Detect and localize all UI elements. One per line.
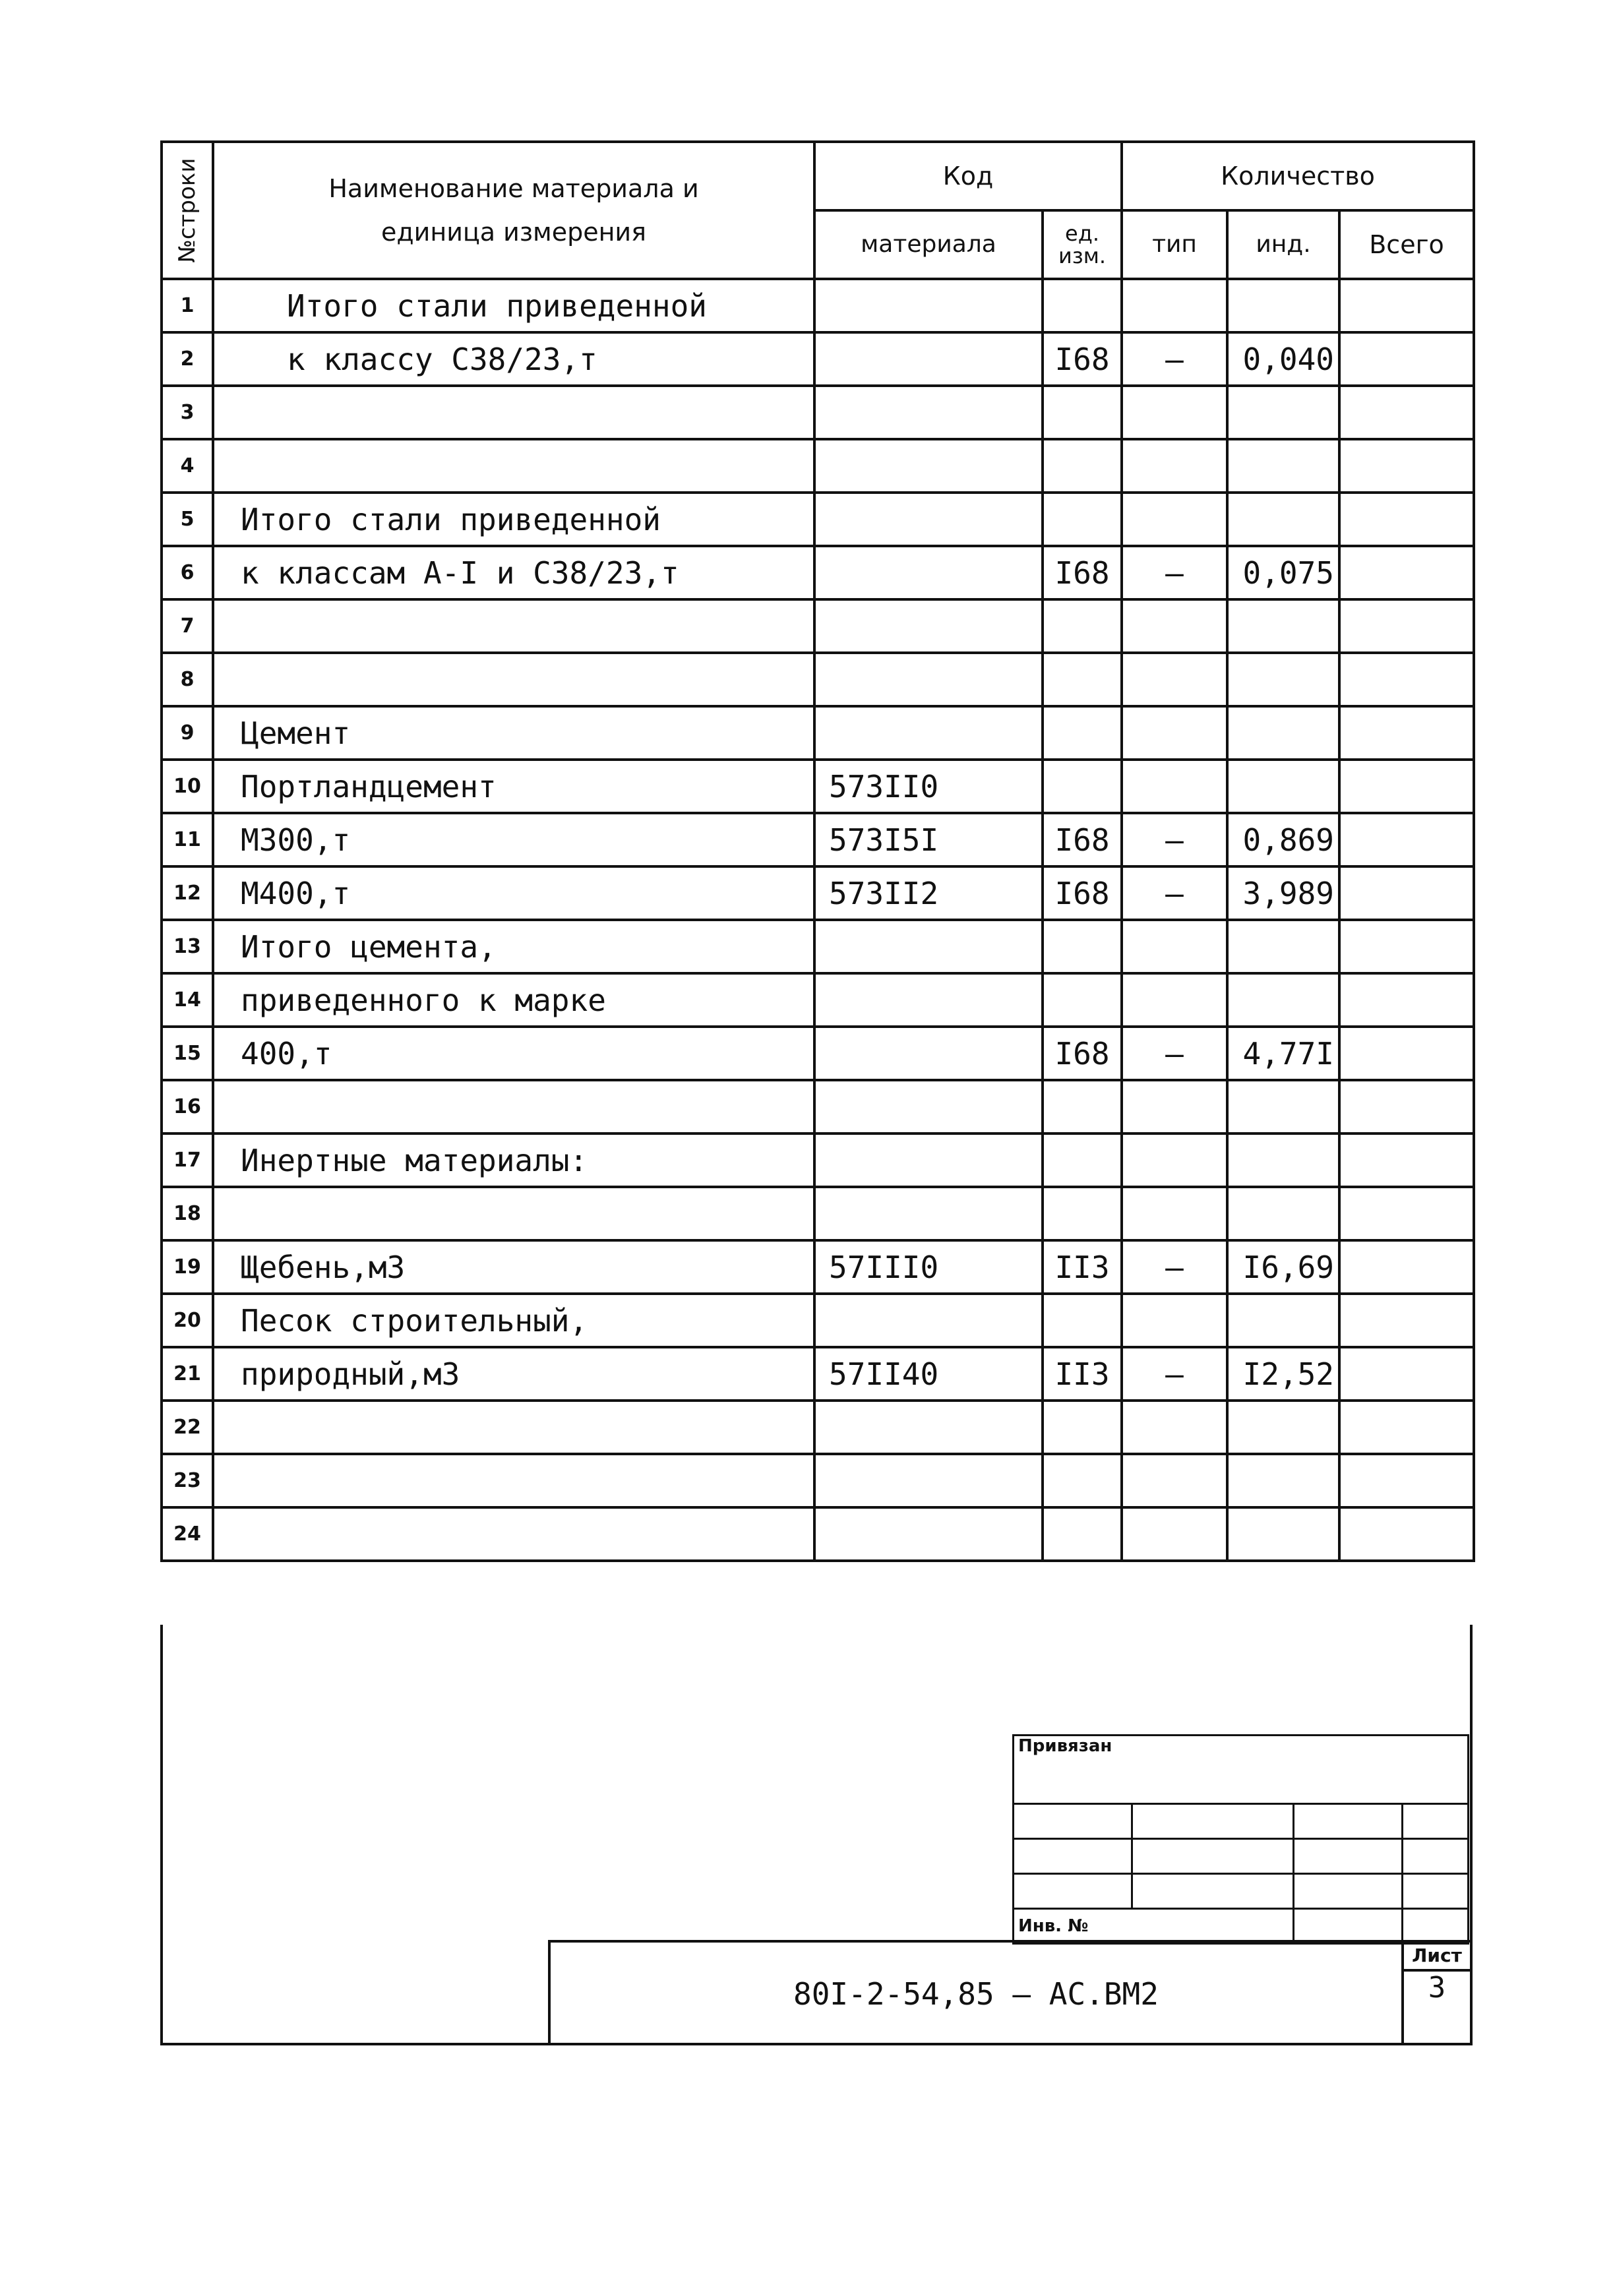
quantity-header: Количество (1122, 142, 1474, 210)
unit-code: II3 (1043, 1347, 1122, 1401)
unit-code (1043, 1454, 1122, 1507)
total-value (1339, 279, 1474, 332)
table-row (162, 1294, 1474, 1347)
type-value (1122, 279, 1227, 332)
row-number: 9 (162, 706, 213, 760)
ind-value: 4,77I (1227, 1027, 1339, 1080)
stamp-cell (1403, 1804, 1469, 1839)
type-value (1122, 1454, 1227, 1507)
unit-code (1043, 920, 1122, 973)
table-row (162, 439, 1474, 493)
material-name: Песок строительный, (213, 1294, 814, 1347)
material-name: Итого стали приведенной (213, 279, 814, 332)
type-value (1122, 706, 1227, 760)
material-name (213, 599, 814, 653)
material-name: Итого стали приведенной (213, 493, 814, 546)
table-row (162, 1027, 1474, 1080)
row-number: 1 (162, 279, 213, 332)
row-number: 13 (162, 920, 213, 973)
total-value (1339, 973, 1474, 1027)
unit-code: I68 (1043, 546, 1122, 599)
type-header: тип (1122, 210, 1227, 279)
total-value (1339, 1507, 1474, 1561)
unit-code (1043, 760, 1122, 813)
material-code (814, 1080, 1043, 1133)
table-row (162, 866, 1474, 920)
name-header: Наименование материала и единица измерения (213, 142, 814, 279)
material-name: Щебень,м3 (213, 1240, 814, 1294)
unit-code (1043, 1133, 1122, 1187)
table-row (162, 386, 1474, 439)
material-name: М400,т (213, 866, 814, 920)
row-number-header-label: №строки (174, 158, 200, 263)
type-value (1122, 1507, 1227, 1561)
type-value (1122, 1401, 1227, 1454)
ind-value (1227, 706, 1339, 760)
total-value (1339, 1080, 1474, 1133)
stamp-cell (1014, 1839, 1132, 1874)
total-value (1339, 1401, 1474, 1454)
material-name (213, 1080, 814, 1133)
ind-value (1227, 653, 1339, 706)
total-value (1339, 1027, 1474, 1080)
total-value (1339, 1454, 1474, 1507)
total-value (1339, 546, 1474, 599)
material-code (814, 1294, 1043, 1347)
ind-value: 0,040 (1227, 332, 1339, 386)
material-name: Цемент (213, 706, 814, 760)
material-code (814, 706, 1043, 760)
table-row (162, 653, 1474, 706)
type-value (1122, 599, 1227, 653)
material-name (213, 1454, 814, 1507)
type-value: – (1122, 866, 1227, 920)
ind-value (1227, 973, 1339, 1027)
ind-value (1227, 1133, 1339, 1187)
material-code (814, 973, 1043, 1027)
stamp-cell (1294, 1909, 1403, 1944)
material-code (814, 332, 1043, 386)
sheet-label: Лист (1404, 1943, 1470, 1972)
sheet-number: 3 (1428, 1971, 1446, 2005)
stamp-cell (1403, 1909, 1469, 1944)
row-number: 11 (162, 813, 213, 866)
unit-code (1043, 493, 1122, 546)
unit-code (1043, 599, 1122, 653)
table-row (162, 1080, 1474, 1133)
row-number: 4 (162, 439, 213, 493)
table-row (162, 1133, 1474, 1187)
total-value (1339, 1187, 1474, 1240)
unit-code (1043, 1401, 1122, 1454)
table-row (162, 599, 1474, 653)
document-code: 80I-2-54,85 – АС.ВМ2 (551, 1943, 1404, 2045)
ind-value (1227, 439, 1339, 493)
unit-code (1043, 653, 1122, 706)
row-number: 2 (162, 332, 213, 386)
unit-code: I68 (1043, 1027, 1122, 1080)
total-value (1339, 706, 1474, 760)
table-row (162, 1347, 1474, 1401)
stamp-cell (1403, 1839, 1469, 1874)
type-value (1122, 493, 1227, 546)
ind-value (1227, 1401, 1339, 1454)
tied-stamp-table (1012, 1734, 1469, 1945)
row-number: 14 (162, 973, 213, 1027)
type-value: – (1122, 1027, 1227, 1080)
material-code (814, 279, 1043, 332)
stamp-cell (1294, 1874, 1403, 1909)
stamp-cell (1014, 1874, 1132, 1909)
table-row (162, 1240, 1474, 1294)
material-code (814, 599, 1043, 653)
stamp-cell (1132, 1839, 1294, 1874)
material-code: 57II40 (814, 1347, 1043, 1401)
ind-value (1227, 493, 1339, 546)
total-value (1339, 493, 1474, 546)
unit-code (1043, 1080, 1122, 1133)
material-code (814, 1027, 1043, 1080)
material-code (814, 653, 1043, 706)
row-number: 21 (162, 1347, 213, 1401)
stamp-cell (1132, 1804, 1294, 1839)
type-value (1122, 1294, 1227, 1347)
material-code (814, 1401, 1043, 1454)
material-name: Инертные материалы: (213, 1133, 814, 1187)
material-code (814, 386, 1043, 439)
material-code (814, 1507, 1043, 1561)
ind-value: I6,69 (1227, 1240, 1339, 1294)
stamp-cell (1294, 1839, 1403, 1874)
unit-code (1043, 1187, 1122, 1240)
materials-sheet (160, 140, 1473, 1562)
table-row (162, 279, 1474, 332)
sheet-box (1404, 1943, 1470, 2045)
type-value (1122, 920, 1227, 973)
unit-code (1043, 386, 1122, 439)
ind-value (1227, 1080, 1339, 1133)
tied-label: Привязан (1014, 1736, 1469, 1804)
unit-code (1043, 279, 1122, 332)
material-code-header: материала (814, 210, 1043, 279)
row-number: 18 (162, 1187, 213, 1240)
table-row (162, 546, 1474, 599)
row-number: 7 (162, 599, 213, 653)
unit-code (1043, 1294, 1122, 1347)
material-code: 573II2 (814, 866, 1043, 920)
row-number: 8 (162, 653, 213, 706)
type-value: – (1122, 332, 1227, 386)
material-name: Портландцемент (213, 760, 814, 813)
material-name: к классам A-I и С38/23,т (213, 546, 814, 599)
table-row (162, 1454, 1474, 1507)
table-row (162, 1401, 1474, 1454)
ind-value (1227, 1454, 1339, 1507)
material-code (814, 493, 1043, 546)
material-name (213, 653, 814, 706)
total-value (1339, 920, 1474, 973)
row-number: 22 (162, 1401, 213, 1454)
table-row (162, 493, 1474, 546)
material-name: 400,т (213, 1027, 814, 1080)
material-name (213, 1401, 814, 1454)
material-name (213, 1187, 814, 1240)
ind-value (1227, 386, 1339, 439)
table-row (162, 706, 1474, 760)
total-value (1339, 866, 1474, 920)
type-value: – (1122, 546, 1227, 599)
type-value: – (1122, 1347, 1227, 1401)
unit-code: I68 (1043, 813, 1122, 866)
unit-code (1043, 706, 1122, 760)
stamp-cell (1294, 1804, 1403, 1839)
stamp-cell (1403, 1874, 1469, 1909)
material-code: 573I5I (814, 813, 1043, 866)
ind-value (1227, 279, 1339, 332)
total-value (1339, 386, 1474, 439)
inventory-number-label: Инв. № (1014, 1909, 1294, 1944)
row-number: 16 (162, 1080, 213, 1133)
type-value (1122, 653, 1227, 706)
unit-code (1043, 973, 1122, 1027)
row-number: 17 (162, 1133, 213, 1187)
material-code (814, 1454, 1043, 1507)
material-name: природный,м3 (213, 1347, 814, 1401)
stamp-cell (1132, 1874, 1294, 1909)
unit-code: II3 (1043, 1240, 1122, 1294)
ind-value: 0,075 (1227, 546, 1339, 599)
type-value (1122, 1133, 1227, 1187)
ind-header: инд. (1227, 210, 1339, 279)
material-code (814, 920, 1043, 973)
material-name: М300,т (213, 813, 814, 866)
total-value (1339, 439, 1474, 493)
row-number: 12 (162, 866, 213, 920)
tied-stamp (1012, 1734, 1467, 1940)
material-code (814, 1187, 1043, 1240)
material-code: 573II0 (814, 760, 1043, 813)
ind-value (1227, 760, 1339, 813)
ind-value: I2,52 (1227, 1347, 1339, 1401)
unit-code: I68 (1043, 866, 1122, 920)
total-value (1339, 813, 1474, 866)
material-name (213, 386, 814, 439)
material-name (213, 439, 814, 493)
row-number: 15 (162, 1027, 213, 1080)
total-value (1339, 1347, 1474, 1401)
code-header: Код (814, 142, 1122, 210)
ind-value: 0,869 (1227, 813, 1339, 866)
row-number: 24 (162, 1507, 213, 1561)
row-number: 20 (162, 1294, 213, 1347)
material-code (814, 546, 1043, 599)
material-code (814, 1133, 1043, 1187)
type-value (1122, 1080, 1227, 1133)
row-number: 10 (162, 760, 213, 813)
ind-value (1227, 599, 1339, 653)
type-value: – (1122, 813, 1227, 866)
row-number: 3 (162, 386, 213, 439)
table-row (162, 760, 1474, 813)
title-block (548, 1940, 1470, 2045)
type-value (1122, 1187, 1227, 1240)
stamp-cell (1014, 1804, 1132, 1839)
total-value (1339, 599, 1474, 653)
unit-header: ед. изм. (1043, 210, 1122, 279)
material-code: 57III0 (814, 1240, 1043, 1294)
type-value (1122, 386, 1227, 439)
row-number: 5 (162, 493, 213, 546)
unit-code: I68 (1043, 332, 1122, 386)
material-name: приведенного к марке (213, 973, 814, 1027)
materials-table (160, 140, 1475, 1562)
table-row (162, 813, 1474, 866)
table-row (162, 1187, 1474, 1240)
material-name: Итого цемента, (213, 920, 814, 973)
total-value (1339, 1133, 1474, 1187)
type-value (1122, 439, 1227, 493)
material-name (213, 1507, 814, 1561)
ind-value (1227, 1507, 1339, 1561)
table-row (162, 920, 1474, 973)
table-row (162, 332, 1474, 386)
unit-code (1043, 439, 1122, 493)
ind-value: 3,989 (1227, 866, 1339, 920)
type-value (1122, 973, 1227, 1027)
total-value (1339, 760, 1474, 813)
row-number: 19 (162, 1240, 213, 1294)
total-value (1339, 332, 1474, 386)
type-value (1122, 760, 1227, 813)
ind-value (1227, 1187, 1339, 1240)
total-value (1339, 1240, 1474, 1294)
ind-value (1227, 1294, 1339, 1347)
type-value: – (1122, 1240, 1227, 1294)
total-value (1339, 1294, 1474, 1347)
ind-value (1227, 920, 1339, 973)
unit-code (1043, 1507, 1122, 1561)
table-row (162, 1507, 1474, 1561)
table-row (162, 973, 1474, 1027)
material-code (814, 439, 1043, 493)
row-number: 23 (162, 1454, 213, 1507)
material-name: к классу С38/23,т (213, 332, 814, 386)
total-header: Всего (1339, 210, 1474, 279)
row-number-header (162, 142, 213, 279)
row-number: 6 (162, 546, 213, 599)
total-value (1339, 653, 1474, 706)
